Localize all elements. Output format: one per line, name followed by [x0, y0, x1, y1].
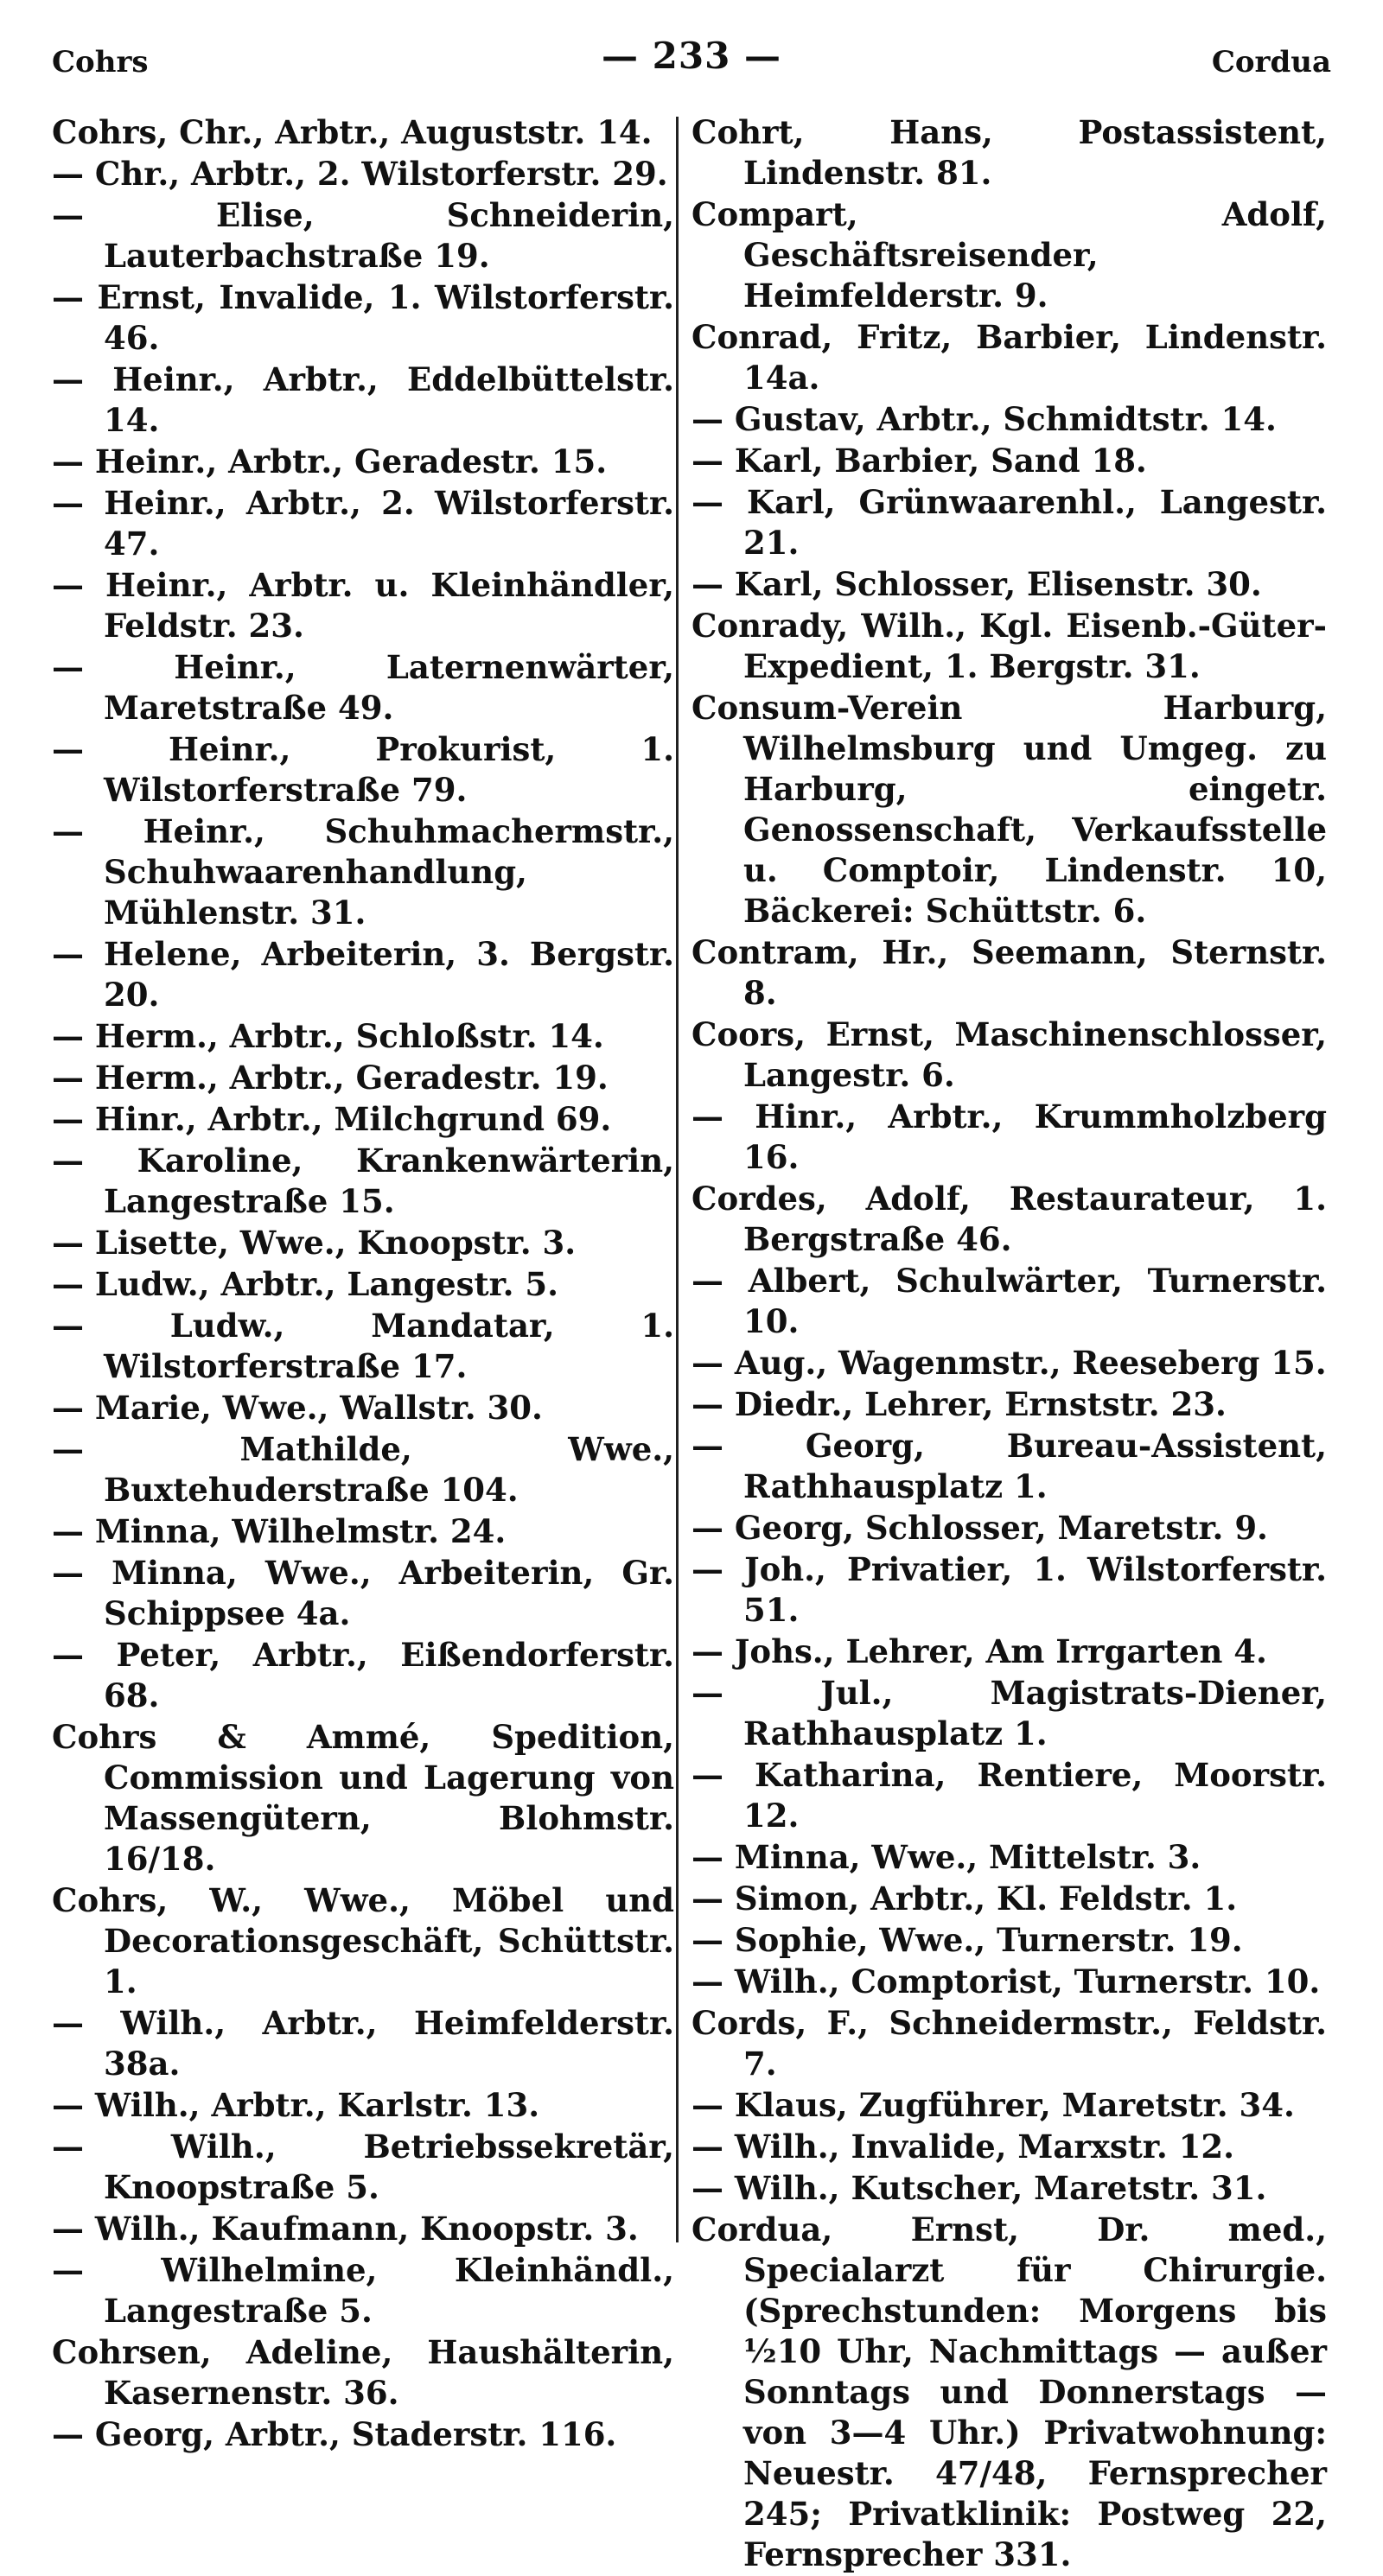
directory-entry: — Lisette, Wwe., Knoopstr. 3. — [52, 1224, 577, 1262]
directory-entry: Coors, Ernst, Maschinenschlosser, Langestr. 6. — [692, 1015, 1327, 1094]
directory-entry: — Minna, Wilhelmstr. 24. — [52, 1512, 507, 1550]
directory-entry: — Sophie, Wwe., Turnerstr. 19. — [692, 1921, 1243, 1959]
directory-entry: — Diedr., Lehrer, Ernststr. 23. — [692, 1385, 1227, 1423]
directory-entry: — Wilh., Kutscher, Maretstr. 31. — [692, 2169, 1267, 2207]
directory-entry: — Johs., Lehrer, Am Irrgarten 4. — [692, 1632, 1267, 1670]
header-left-catchword: Cohrs — [52, 45, 149, 80]
directory-entry: — Minna, Wwe., Arbeiterin, Gr. Schippsee 4a. — [52, 1554, 674, 1632]
directory-entry: — Heinr., Arbtr., Geradestr. 15. — [52, 442, 608, 480]
directory-entry: Cords, F., Schneidermstr., Feldstr. 7. — [692, 2004, 1327, 2083]
directory-entry: — Georg, Schlosser, Maretstr. 9. — [692, 1509, 1268, 1547]
directory-entry: — Ernst, Invalide, 1. Wilstorferstr. 46. — [52, 278, 674, 357]
directory-entry: — Heinr., Arbtr., 2. Wilstorferstr. 47. — [52, 484, 674, 563]
directory-entry: — Heinr., Schuhmachermstr., Schuhwaarenhandlung, Mühlenstr. 31. — [52, 812, 674, 932]
directory-entry: — Helene, Arbeiterin, 3. Bergstr. 20. — [52, 935, 674, 1014]
directory-entry: Cohrsen, Adeline, Haushälterin, Kasernenstr. 36. — [52, 2333, 674, 2412]
directory-entry: Conrady, Wilh., Kgl. Eisenb.-Güter-Expedient, 1. Bergstr. 31. — [692, 607, 1327, 685]
directory-entry: — Hinr., Arbtr., Krummholzberg 16. — [692, 1097, 1327, 1176]
directory-entry: — Marie, Wwe., Wallstr. 30. — [52, 1389, 543, 1427]
directory-entry: — Joh., Privatier, 1. Wilstorferstr. 51. — [692, 1550, 1327, 1629]
header-right-catchword: Cordua — [1211, 45, 1331, 80]
directory-entry: Cordua, Ernst, Dr. med., Specialarzt für Chirurgie. (Sprechstunden: Morgens bis ½10 Uhr, Nachmittags — außer Sonntags und Donnerstags — von 3—4 Uhr.) Privatwohnung: Neuestr. 47/48, Fernsprecher 245; Privatklinik: Postweg 22, Fernsprecher 331. — [692, 2210, 1327, 2573]
directory-entry: — Elise, Schneiderin, Lauterbachstraße 19. — [52, 196, 674, 275]
left-column — [52, 112, 674, 2456]
directory-entry: Compart, Adolf, Geschäftsreisender, Heimfelderstr. 9. — [692, 195, 1327, 315]
directory-entry: — Wilh., Arbtr., Karlstr. 13. — [52, 2086, 540, 2124]
directory-entry: Cohrs, W., Wwe., Möbel und Decorationsgeschäft, Schüttstr. 1. — [52, 1881, 674, 2000]
directory-entry: — Mathilde, Wwe., Buxtehuderstraße 104. — [52, 1430, 674, 1509]
directory-entry: — Ludw., Arbtr., Langestr. 5. — [52, 1265, 559, 1303]
directory-entry: Contram, Hr., Seemann, Sternstr. 8. — [692, 933, 1327, 1012]
directory-entry: — Wilh., Arbtr., Heimfelderstr. 38a. — [52, 2004, 674, 2083]
directory-entry: — Karl, Schlosser, Elisenstr. 30. — [692, 565, 1262, 603]
directory-entry: — Herm., Arbtr., Geradestr. 19. — [52, 1059, 609, 1097]
directory-entry: — Klaus, Zugführer, Maretstr. 34. — [692, 2086, 1295, 2124]
directory-entry: Cordes, Adolf, Restaurateur, 1. Bergstraße 46. — [692, 1180, 1327, 1258]
directory-entry: — Wilh., Invalide, Marxstr. 12. — [692, 2128, 1235, 2166]
directory-entry: — Wilh., Kaufmann, Knoopstr. 3. — [52, 2210, 639, 2248]
directory-entry: — Georg, Arbtr., Staderstr. 116. — [52, 2415, 617, 2453]
directory-entry: — Gustav, Arbtr., Schmidtstr. 14. — [692, 400, 1277, 438]
directory-entry: — Wilh., Betriebssekretär, Knoopstraße 5. — [52, 2128, 674, 2206]
directory-entry: — Heinr., Arbtr., Eddelbüttelstr. 14. — [52, 360, 674, 439]
directory-entry: — Heinr., Laternenwärter, Maretstraße 49. — [52, 648, 674, 727]
directory-entry: — Katharina, Rentiere, Moorstr. 12. — [692, 1756, 1327, 1835]
directory-entry: — Herm., Arbtr., Schloßstr. 14. — [52, 1017, 604, 1055]
directory-entry: — Heinr., Arbtr. u. Kleinhändler, Feldstr. 23. — [52, 566, 674, 645]
directory-entry: — Ludw., Mandatar, 1. Wilstorferstraße 17. — [52, 1307, 674, 1385]
directory-entry: — Albert, Schulwärter, Turnerstr. 10. — [692, 1262, 1327, 1340]
directory-entry: — Georg, Bureau-Assistent, Rathhausplatz 1. — [692, 1427, 1327, 1505]
directory-entry: Cohrt, Hans, Postassistent, Lindenstr. 81. — [692, 113, 1327, 192]
directory-entry: Consum-Verein Harburg, Wilhelmsburg und Umgeg. zu Harburg, eingetr. Genossenschaft, Verkaufsstelle u. Comptoir, Lindenstr. 10, Bäckerei: Schüttstr. 6. — [692, 689, 1327, 930]
directory-entry: — Heinr., Prokurist, 1. Wilstorferstraße 79. — [52, 730, 674, 809]
directory-entry: — Wilh., Comptorist, Turnerstr. 10. — [692, 1962, 1321, 2000]
directory-entry: — Jul., Magistrats-Diener, Rathhausplatz 1. — [692, 1674, 1327, 1752]
directory-entry: — Simon, Arbtr., Kl. Feldstr. 1. — [692, 1880, 1238, 1918]
right-column — [692, 112, 1327, 2576]
directory-entry: — Wilhelmine, Kleinhändl., Langestraße 5. — [52, 2251, 674, 2330]
directory-entry: Cohrs & Ammé, Spedition, Commission und Lagerung von Massengütern, Blohmstr. 16/18. — [52, 1718, 674, 1878]
directory-entry: — Hinr., Arbtr., Milchgrund 69. — [52, 1100, 612, 1138]
directory-entry: — Chr., Arbtr., 2. Wilstorferstr. 29. — [52, 155, 668, 193]
directory-entry: — Karoline, Krankenwärterin, Langestraße 15. — [52, 1142, 674, 1220]
directory-entry: — Karl, Grünwaarenhl., Langestr. 21. — [692, 483, 1327, 562]
page-header — [52, 29, 1331, 81]
directory-entry: Conrad, Fritz, Barbier, Lindenstr. 14a. — [692, 318, 1327, 397]
column-divider — [676, 117, 679, 2242]
directory-entry: — Karl, Barbier, Sand 18. — [692, 442, 1147, 480]
directory-entry: — Peter, Arbtr., Eißendorferstr. 68. — [52, 1636, 674, 1714]
directory-entry: — Minna, Wwe., Mittelstr. 3. — [692, 1838, 1201, 1876]
directory-entry: — Aug., Wagenmstr., Reeseberg 15. — [692, 1344, 1327, 1382]
page-number: — 233 — — [602, 35, 781, 77]
directory-entry: Cohrs, Chr., Arbtr., Auguststr. 14. — [52, 113, 653, 151]
